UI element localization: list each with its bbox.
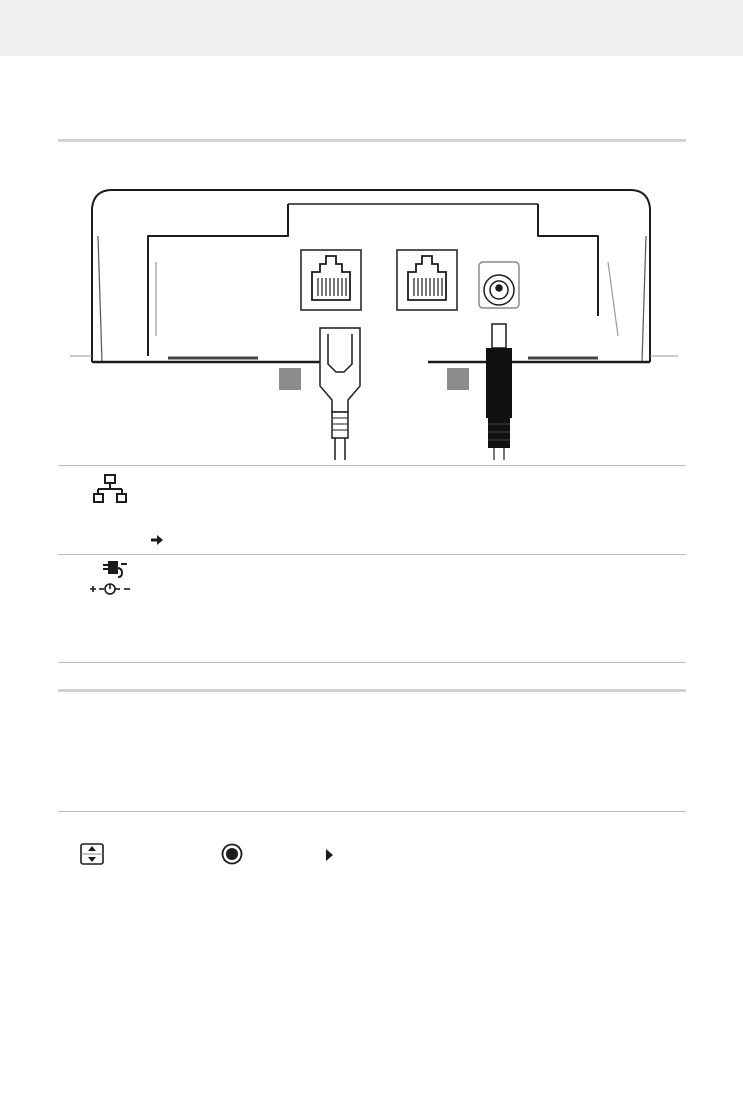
dc-polarity-icon xyxy=(89,582,131,596)
table-rule-1 xyxy=(58,465,686,466)
lan-network-icon xyxy=(93,474,127,504)
navigation-key-icon xyxy=(80,843,104,865)
callout-marker-1 xyxy=(279,368,301,390)
power-plug xyxy=(486,324,512,460)
center-key-icon xyxy=(221,843,243,865)
power-jack xyxy=(479,262,519,308)
lan-port-1 xyxy=(301,250,361,310)
lan-port-2 xyxy=(397,250,457,310)
section-divider-top xyxy=(58,139,686,142)
section-divider-middle xyxy=(58,689,686,692)
device-connector-illustration xyxy=(58,176,686,462)
table-rule-3 xyxy=(58,662,686,663)
ethernet-plug xyxy=(320,328,360,460)
device-body xyxy=(70,190,678,362)
table-rule-2 xyxy=(58,554,686,555)
power-adapter-icon xyxy=(102,561,128,579)
table-rule-4 xyxy=(58,811,686,812)
page-header-band xyxy=(0,0,743,56)
arrow-right-icon xyxy=(150,533,164,547)
triangle-right-icon xyxy=(325,848,335,862)
callout-marker-2 xyxy=(447,368,469,390)
